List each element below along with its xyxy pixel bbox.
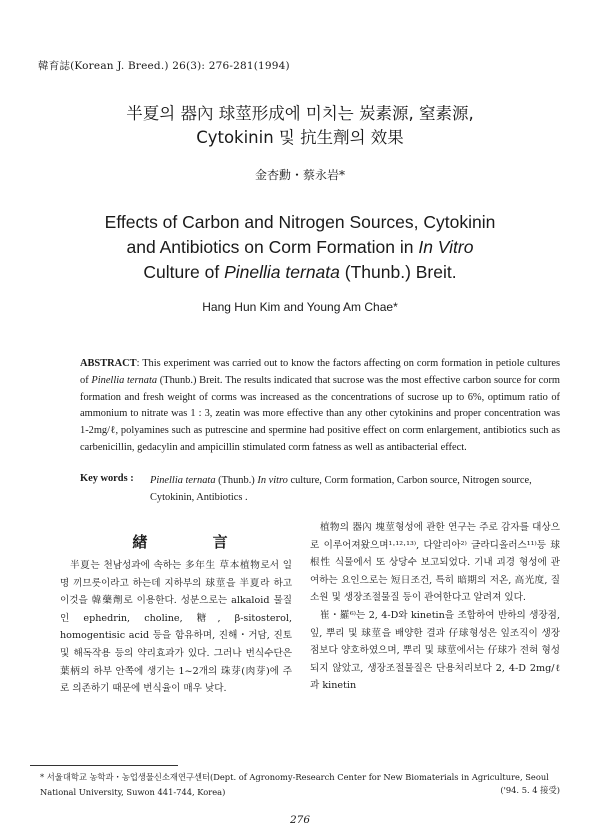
introduction-heading: 緖 言 [132,533,258,551]
footnote: * 서울대학교 농학과・농업생물신소재연구센터(Dept. of Agronomy-Research Center for New Biomaterials in Agriculture, Seoul National University, Suwon 441-744, Korea) [40,772,549,797]
english-title-line-1: Effects of Carbon and Nitrogen Sources, Cytokinin [104,212,496,232]
intro-paragraph: 崔・羅⁶⁾는 2, 4-D와 kinetin을 조합하여 반하의 생장점, 잎, 뿌리 및 球莖을 배양한 결과 仔球형성은 잎조직이 생장점보다 양호하였으며, 뿌리 및 球莖에서는 仔球가 전혀 형성되지 않았고, 생장조절물질은 단용처리보다 2, 4-D 2mg/ℓ과 kinetin [310,609,560,692]
korean-authors: 金杏勳・蔡永岩* [254,168,345,182]
korean-title-line-1: 半夏의 器內 球莖形成에 미치는 炭素源, 窒素源, [126,104,474,123]
korean-title-line-2: Cytokinin 및 抗生劑의 效果 [196,128,404,147]
intro-paragraph: 半夏는 천남성과에 속하는 多年生 草本植物로서 일명 끼므릇이라고 하는데 지하부의 球莖을 半夏라 하고 이것을 韓藥劑로 이용한다. 성분으로는 alkaloid 물질인 ephedrin, choline, 糖, β-sitosterol, homogentisic acid 등을 함유하며, 진해・거담, 진토 및 해독작용 등의 약리효과가 있다. 그러나 번식수단은 葉柄의 하부 안쪽에 생기는 1~2개의 珠芽(肉芽)에 주로 의존하기 때문에 번식율이 매우 낮다. [60,560,292,695]
intro-right-column [310,519,560,695]
journal-citation: 韓育誌(Korean J. Breed.) 26(3): 276-281(1994) [38,60,290,72]
english-title-line-2: and Antibiotics on Corm Formation in In Vitro [126,237,474,257]
keywords-label: Key words : [80,473,134,484]
english-title-line-3: Culture of Pinellia ternata (Thunb.) Breit. [143,262,457,282]
intro-left-column [60,557,292,698]
in-vitro-italic: In Vitro [418,237,474,257]
footnote-divider [30,765,178,766]
english-authors: Hang Hun Kim and Young Am Chae* [202,300,398,314]
abstract-label: ABSTRACT [80,358,137,369]
species-italic: Pinellia ternata [224,262,340,282]
keywords-text: Pinellia ternata (Thunb.) In vitro culture, Corm formation, Carbon source, Nitrogen source, Cytokinin, Antibiotics . [150,475,532,503]
abstract: ABSTRACT: This experiment was carried out to know the factors affecting on corm formation in petiole cultures of Pinellia ternata (Thunb.) Breit. The results indicated that sucrose was the most effective carbon source for corm formation and fresh weight of corms was increased as the concentrations of sucrose up to 6%, optimum ratio of ammonium to nitrate was 1 : 3, zeatin was more effective than any other cytokinins and proper concentration was 1-2mg/ℓ, polyamines such as putrescine and spermine had positive effect on corm enlargement, antibiotics such as carbenicillin, gedacylin and ampicillin stimulated corm fatness as well as antibacterial effect. [80,358,560,453]
received-date: ('94. 5. 4 接受) [500,785,560,795]
page-number: 276 [289,814,311,826]
intro-paragraph: 植物의 器內 塊莖형성에 관한 연구는 주로 감자를 대상으로 이루어져왔으며¹·¹²·¹³⁾, 다알리아²⁾ 글라디올러스¹¹⁾등 球根性 식물에서 또 상당수 보고되었다. 기내 괴경 형성에 관여하는 요인으로는 短日조건, 특히 暗期의 저온, 高光度, 질소원 및 생장조절물질 등이 관여한다고 알려져 있다. [310,522,560,604]
